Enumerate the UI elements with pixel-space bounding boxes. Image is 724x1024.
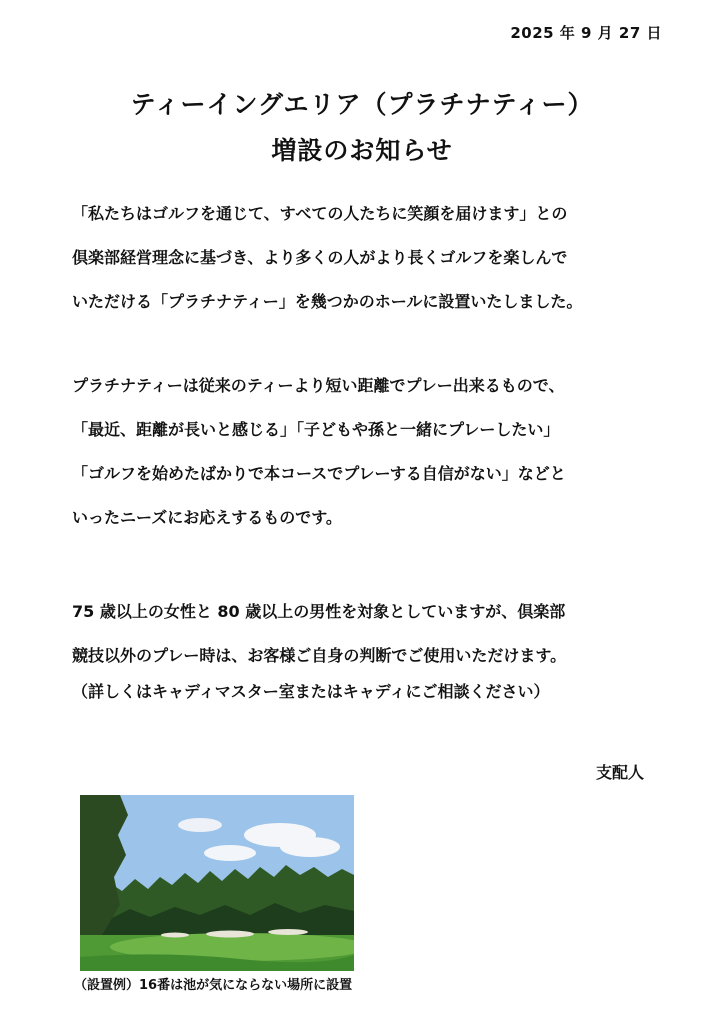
notice-date: 2025 年 9 月 27 日 [510, 24, 662, 42]
paragraph-description [72, 376, 672, 552]
signature: 支配人 [595, 763, 644, 782]
inquiry-note: （詳しくはキャディマスター室またはキャディにご相談ください） [72, 682, 550, 701]
paragraph-line: 「私たちはゴルフを通じて、すべての人たちに笑顔を届けます」との [72, 204, 568, 223]
photo-cloud [280, 837, 340, 857]
paragraph-line: 「最近、距離が長いと感じる」「子どもや孫と一緒にプレーしたい」 [72, 420, 560, 439]
paragraph-line: プラチナティーは従来のティーより短い距離でプレー出来るもので、 [72, 376, 565, 395]
photo-bunker [206, 931, 254, 938]
paragraph-line: 「ゴルフを始めたばかりで本コースでプレーする自信がない」などと [72, 464, 566, 483]
notice-title [0, 82, 724, 174]
paragraph-line: いったニーズにお応えするものです。 [72, 508, 342, 527]
photo-cloud [204, 845, 256, 861]
photo-bunker [161, 933, 189, 938]
paragraph-line: 倶楽部経営理念に基づき、より多くの人がより長くゴルフを楽しんで [72, 248, 568, 267]
paragraph-line: 競技以外のプレー時は、お客様ご自身の判断でご使用いただけます。 [72, 646, 567, 665]
photo-bunker [268, 929, 308, 935]
paragraph-line: 75 歳以上の女性と 80 歳以上の男性を対象としていますが、倶楽部 [72, 602, 566, 621]
paragraph-eligibility [72, 602, 672, 702]
photo-cloud [178, 818, 222, 832]
photo-caption: （設置例）16番は池が気にならない場所に設置 [74, 978, 353, 993]
title-line-2: 増設のお知らせ [271, 136, 453, 165]
paragraph-philosophy [72, 204, 672, 336]
title-line-1: ティーイングエリア（プラチナティー） [130, 90, 594, 119]
golf-course-photo [80, 795, 354, 971]
paragraph-line: いただける「プラチナティー」を幾つかのホールに設置いたしました。 [72, 292, 583, 311]
